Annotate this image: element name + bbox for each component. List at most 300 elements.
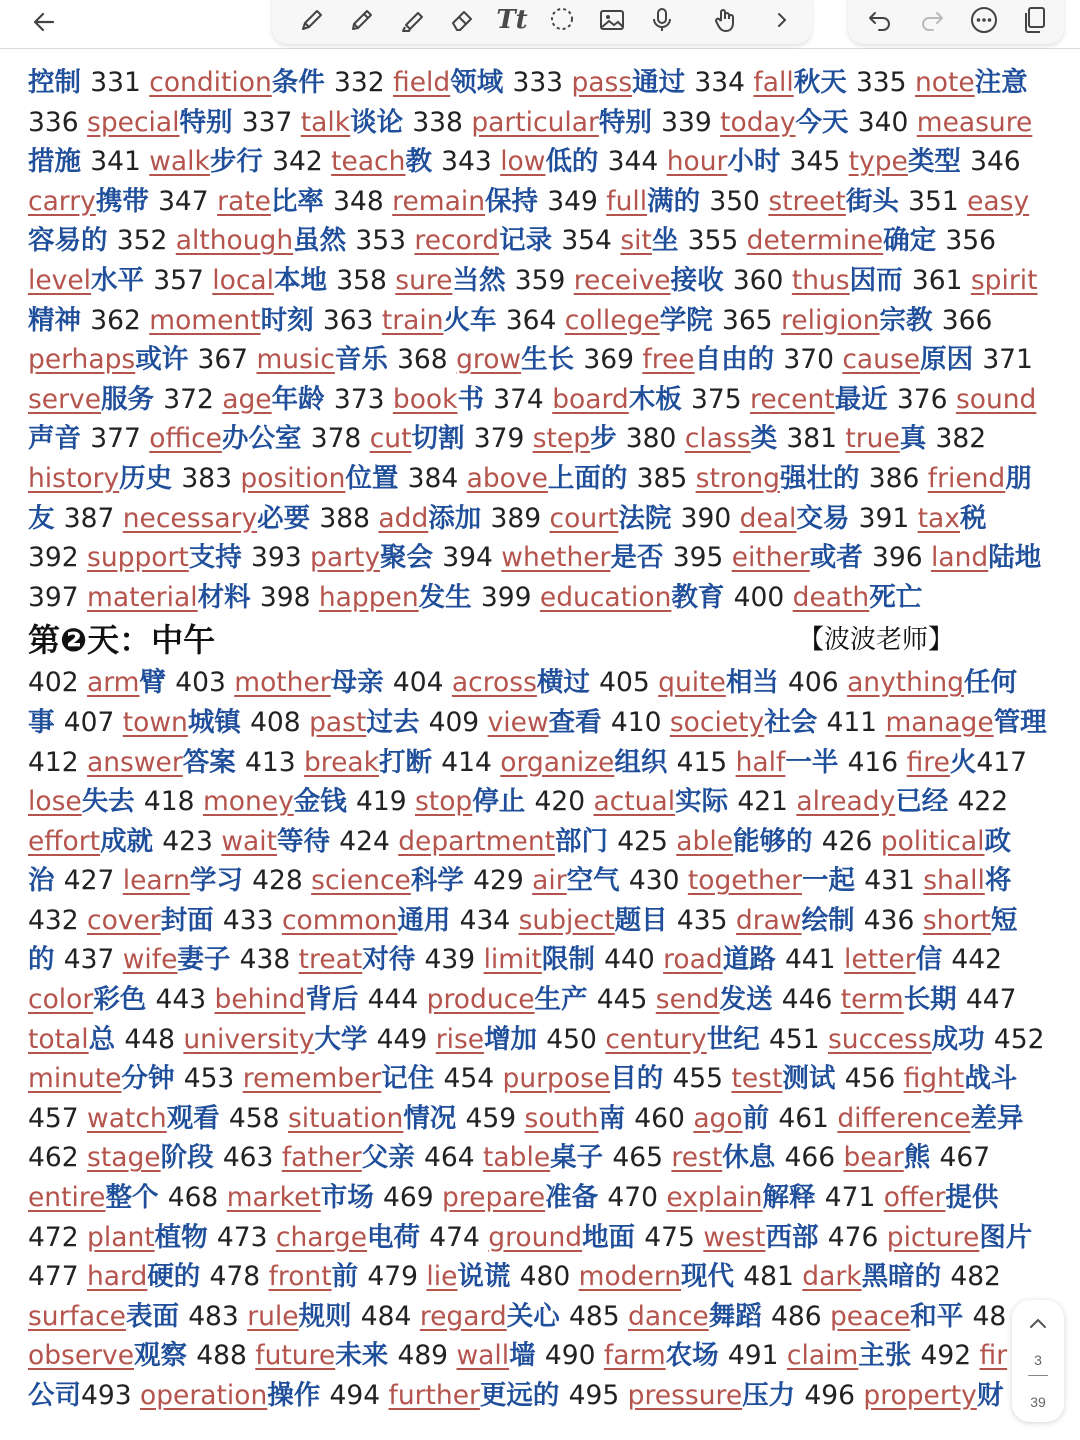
chinese-meaning: 答案	[182, 746, 245, 778]
chinese-meaning: 类	[750, 423, 787, 455]
english-word: air	[532, 865, 567, 897]
word-number: 356	[945, 225, 996, 257]
word-number: 433	[222, 904, 282, 936]
chinese-meaning: 音乐	[334, 344, 398, 376]
vocab-line	[28, 1257, 1054, 1297]
english-word: operation	[140, 1380, 268, 1411]
word-number: 350	[709, 185, 769, 217]
word-number: 496	[804, 1380, 864, 1411]
english-word: draw	[735, 904, 802, 936]
english-word: pressure	[627, 1380, 743, 1411]
english-word: anything	[847, 667, 964, 699]
english-word: hard	[87, 1261, 148, 1293]
word-number: 473	[216, 1221, 276, 1253]
word-number: 382	[935, 423, 987, 455]
word-number: 352	[116, 225, 176, 257]
word-number: 331	[90, 67, 150, 98]
chinese-meaning: 解释	[762, 1182, 825, 1214]
english-word: picture	[886, 1221, 980, 1253]
word-number: 335	[855, 67, 915, 98]
english-word: true	[845, 423, 900, 455]
vocab-line	[28, 103, 1054, 143]
word-number: 423	[162, 825, 222, 857]
chinese-meaning: 熊	[903, 1142, 940, 1174]
redo-icon[interactable]	[912, 0, 952, 40]
vocab-line	[28, 1059, 1054, 1099]
undo-icon[interactable]	[860, 0, 900, 40]
vocab-line	[28, 380, 1054, 420]
chinese-meaning: 办公室	[221, 423, 311, 455]
word-number: 427	[63, 865, 123, 897]
word-number: 451	[768, 1023, 828, 1055]
english-word: farm	[603, 1340, 666, 1372]
english-word: party	[310, 542, 381, 574]
english-word: wife	[122, 944, 178, 976]
english-word: rest	[671, 1142, 723, 1174]
vocab-block-2	[28, 663, 1054, 1415]
english-word: dance	[628, 1300, 709, 1332]
back-arrow-icon[interactable]	[22, 2, 66, 42]
english-word: fir	[979, 1340, 1008, 1372]
word-number: 394	[442, 542, 502, 574]
english-word: fire	[906, 746, 950, 778]
english-word: town	[122, 706, 188, 738]
chinese-meaning: 通过	[632, 67, 695, 98]
word-number: 419	[355, 786, 415, 818]
english-word: plant	[87, 1221, 155, 1253]
vocab-line	[28, 182, 1054, 222]
english-word: short	[922, 904, 991, 936]
chinese-meaning: 通用	[397, 904, 460, 936]
drawing-tools	[272, 0, 812, 44]
english-word: surface	[28, 1300, 126, 1332]
word-number: 476	[827, 1221, 887, 1253]
chinese-meaning: 火车	[443, 304, 506, 336]
word-number: 360	[732, 264, 792, 296]
word-number: 478	[209, 1261, 269, 1293]
english-word: success	[828, 1023, 932, 1055]
chinese-meaning: 教育	[671, 581, 734, 613]
chinese-meaning: 对待	[362, 944, 425, 976]
chinese-meaning: 植物	[154, 1221, 217, 1253]
chinese-meaning: 休息	[722, 1142, 785, 1174]
english-word: age	[222, 383, 272, 415]
vocab-line	[28, 261, 1054, 301]
english-word: color	[28, 984, 94, 1016]
english-word: explain	[666, 1182, 763, 1214]
word-number: 349	[547, 185, 607, 217]
word-number: 390	[680, 502, 740, 534]
chinese-meaning: 成就	[100, 825, 163, 857]
chinese-meaning: 未来	[335, 1340, 398, 1372]
word-number: 435	[676, 904, 736, 936]
chinese-meaning: 操作	[267, 1380, 330, 1411]
chinese-meaning: 妻子	[177, 944, 240, 976]
english-word: local	[212, 264, 275, 296]
word-number: 366	[941, 304, 993, 336]
english-word: arm	[87, 667, 140, 699]
word-number: 359	[514, 264, 574, 296]
word-number: 424	[339, 825, 399, 857]
english-word: society	[669, 706, 765, 738]
chinese-meaning: 法院	[618, 502, 681, 534]
english-word: wait	[221, 825, 277, 857]
chinese-meaning: 测试	[782, 1063, 845, 1095]
vocab-line	[28, 861, 1054, 901]
word-number: 389	[490, 502, 550, 534]
word-number: 351	[908, 185, 968, 217]
lasso-icon[interactable]	[542, 0, 582, 40]
chinese-meaning: 停止	[472, 786, 535, 818]
english-word: position	[240, 462, 346, 494]
chinese-meaning: 声音	[28, 423, 91, 455]
vocab-line	[28, 703, 1054, 743]
chinese-meaning: 增加	[484, 1023, 547, 1055]
more-icon[interactable]	[964, 0, 1004, 40]
english-word: rule	[247, 1300, 299, 1332]
english-word: religion	[780, 304, 880, 336]
word-number: 348	[333, 185, 393, 217]
chinese-meaning: 虽然	[293, 225, 356, 257]
chinese-meaning: 短	[990, 904, 1018, 936]
word-number: 410	[610, 706, 670, 738]
word-number: 399	[480, 581, 540, 613]
chinese-meaning: 整个	[105, 1182, 168, 1214]
chinese-meaning: 分钟	[121, 1063, 184, 1095]
word-number: 492	[920, 1340, 980, 1372]
word-number: 442	[951, 944, 1002, 976]
chinese-meaning: 友	[28, 502, 64, 534]
chinese-meaning: 火	[949, 746, 977, 778]
chinese-meaning: 题目	[614, 904, 677, 936]
hand-touch-icon[interactable]	[706, 0, 746, 40]
chinese-meaning: 说谎	[457, 1261, 520, 1293]
chinese-meaning: 是否	[610, 542, 673, 574]
chinese-meaning: 道路	[722, 944, 785, 976]
english-word: front	[268, 1261, 332, 1293]
chinese-meaning: 切割	[411, 423, 474, 455]
english-word: modern	[578, 1261, 682, 1293]
chinese-meaning: 治	[28, 865, 64, 897]
word-number: 489	[397, 1340, 457, 1372]
chinese-meaning: 政	[984, 825, 1011, 857]
chinese-meaning: 步行	[209, 146, 273, 178]
day-heading	[28, 617, 1054, 663]
total-page-count: 39	[1030, 1394, 1046, 1410]
english-word: charge	[275, 1221, 368, 1253]
english-word: quite	[658, 667, 726, 699]
vocab-line	[28, 538, 1054, 578]
chinese-meaning: 前	[742, 1102, 779, 1134]
chinese-meaning: 等待	[276, 825, 340, 857]
english-word: friend	[927, 462, 1006, 494]
chinese-meaning: 西部	[765, 1221, 828, 1253]
chinese-meaning: 实际	[675, 786, 738, 818]
english-word: fight	[903, 1063, 965, 1095]
word-number: 374	[493, 383, 553, 415]
english-word: common	[281, 904, 398, 936]
english-word: material	[87, 581, 198, 613]
word-number: 391	[858, 502, 918, 534]
english-word: regard	[419, 1300, 507, 1332]
pages-icon[interactable]	[1014, 0, 1054, 40]
english-word: treat	[298, 944, 363, 976]
highlighter-icon[interactable]	[392, 0, 432, 40]
chinese-meaning: 当然	[452, 264, 515, 296]
chinese-meaning: 观察	[134, 1340, 197, 1372]
chinese-meaning: 任何	[963, 667, 1017, 699]
english-word: moment	[149, 304, 261, 336]
word-number: 453	[183, 1063, 243, 1095]
english-word: answer	[87, 746, 183, 778]
word-number: 493	[81, 1380, 141, 1411]
english-word: board	[552, 383, 629, 415]
word-number: 440	[604, 944, 664, 976]
word-number: 343	[441, 146, 501, 178]
english-word: entire	[28, 1182, 106, 1214]
chevron-up-icon[interactable]	[1026, 1314, 1050, 1339]
english-word: serve	[28, 383, 101, 415]
english-word: field	[393, 67, 451, 98]
word-number: 405	[599, 667, 659, 699]
english-word: add	[378, 502, 429, 534]
chinese-meaning: 背后	[305, 984, 368, 1016]
english-word: table	[483, 1142, 551, 1174]
chevron-right-icon[interactable]	[764, 0, 800, 40]
chinese-meaning: 容易的	[28, 225, 117, 257]
english-word: whether	[501, 542, 611, 574]
english-word: spirit	[970, 264, 1038, 296]
chinese-meaning: 一起	[801, 865, 865, 897]
chinese-meaning: 墙	[509, 1340, 545, 1372]
chinese-meaning: 过去	[366, 706, 429, 738]
word-number: 361	[911, 264, 971, 296]
word-number: 437	[63, 944, 123, 976]
english-word: science	[311, 865, 411, 897]
vocab-line	[28, 578, 1054, 618]
chinese-meaning: 目的	[610, 1063, 673, 1095]
chinese-meaning: 压力	[742, 1380, 805, 1411]
word-number: 370	[783, 344, 843, 376]
vocab-line	[28, 340, 1054, 380]
chinese-meaning: 财	[976, 1380, 1004, 1411]
chinese-meaning: 年龄	[271, 383, 334, 415]
chinese-meaning: 阶段	[160, 1142, 223, 1174]
english-word: fall	[753, 67, 794, 98]
english-word: book	[392, 383, 458, 415]
word-number: 452	[993, 1023, 1045, 1055]
chinese-meaning: 聚会	[380, 542, 443, 574]
english-word: music	[256, 344, 335, 376]
word-number: 479	[367, 1261, 427, 1293]
word-number: 462	[28, 1142, 88, 1174]
pen-icon[interactable]	[292, 0, 332, 40]
english-word: further	[388, 1380, 480, 1411]
word-number: 414	[441, 746, 501, 778]
chinese-meaning: 接收	[670, 264, 733, 296]
chinese-meaning: 事	[28, 706, 64, 738]
english-word: special	[87, 106, 180, 138]
english-word: ago	[693, 1102, 743, 1134]
english-word: easy	[967, 185, 1030, 217]
english-word: cut	[369, 423, 412, 455]
english-word: college	[564, 304, 660, 336]
word-number: 463	[222, 1142, 282, 1174]
word-number: 384	[407, 462, 467, 494]
chinese-meaning: 特别	[598, 106, 662, 138]
chinese-meaning: 秋天	[793, 67, 856, 98]
chinese-meaning: 必要	[257, 502, 320, 534]
chinese-meaning: 死亡	[869, 581, 923, 613]
text-tool-icon[interactable]	[490, 0, 534, 40]
english-word: difference	[837, 1102, 971, 1134]
word-number: 436	[863, 904, 923, 936]
word-number: 332	[334, 67, 394, 98]
chinese-meaning: 领域	[450, 67, 513, 98]
word-number: 340	[857, 106, 917, 138]
chinese-meaning: 宗教	[879, 304, 942, 336]
chinese-meaning: 街头	[845, 185, 909, 217]
english-word: peace	[829, 1300, 911, 1332]
english-word: measure	[916, 106, 1033, 138]
microphone-icon[interactable]	[642, 0, 682, 40]
vocab-line	[28, 901, 1054, 941]
chinese-meaning: 市场	[320, 1182, 383, 1214]
chinese-meaning: 信	[915, 944, 952, 976]
image-icon[interactable]	[592, 0, 632, 40]
english-word: already	[796, 786, 896, 818]
chinese-meaning: 现代	[681, 1261, 744, 1293]
word-number: 480	[519, 1261, 579, 1293]
word-number: 393	[251, 542, 311, 574]
chinese-meaning: 规则	[298, 1300, 361, 1332]
chinese-meaning: 和平	[910, 1300, 973, 1332]
chinese-meaning: 添加	[428, 502, 491, 534]
word-number: 471	[824, 1182, 884, 1214]
english-word: term	[840, 984, 904, 1016]
english-word: together	[687, 865, 802, 897]
chinese-meaning: 本地	[274, 264, 337, 296]
word-number: 413	[244, 746, 304, 778]
english-word: limit	[483, 944, 542, 976]
english-word: break	[303, 746, 380, 778]
chinese-meaning: 世纪	[706, 1023, 769, 1055]
english-word: minute	[28, 1063, 122, 1095]
english-word: level	[28, 264, 92, 296]
english-word: view	[487, 706, 549, 738]
english-word: south	[524, 1102, 599, 1134]
english-word: department	[398, 825, 556, 857]
vocab-line	[28, 142, 1054, 182]
chinese-meaning: 真	[899, 423, 936, 455]
word-number: 466	[784, 1142, 844, 1174]
word-number: 388	[319, 502, 379, 534]
word-number: 457	[28, 1102, 88, 1134]
word-number: 377	[90, 423, 150, 455]
chinese-meaning: 绘制	[801, 904, 864, 936]
chinese-meaning: 发送	[719, 984, 782, 1016]
vocab-block-1	[28, 63, 1054, 617]
page-navigator	[1012, 1300, 1064, 1422]
word-number: 353	[355, 225, 415, 257]
word-number: 400	[733, 581, 793, 613]
english-word: full	[606, 185, 648, 217]
english-word: future	[255, 1340, 336, 1372]
english-word: office	[149, 423, 222, 455]
chinese-meaning: 比率	[270, 185, 334, 217]
word-number: 428	[252, 865, 312, 897]
chinese-meaning: 准备	[545, 1182, 608, 1214]
english-word: produce	[426, 984, 535, 1016]
word-number: 342	[272, 146, 332, 178]
vocab-line	[28, 1336, 1054, 1376]
word-number: 404	[392, 667, 452, 699]
word-number: 365	[721, 304, 781, 336]
word-number: 395	[672, 542, 732, 574]
word-number: 449	[376, 1023, 436, 1055]
english-word: effort	[28, 825, 101, 857]
chinese-meaning: 失去	[81, 786, 144, 818]
word-number: 402	[28, 667, 88, 699]
chinese-meaning: 金钱	[293, 786, 356, 818]
word-number: 482	[950, 1261, 1001, 1293]
english-word: shall	[923, 865, 985, 897]
eraser-icon[interactable]	[442, 0, 482, 40]
word-number: 450	[546, 1023, 606, 1055]
english-word: carry	[28, 185, 96, 217]
chinese-meaning: 学院	[659, 304, 722, 336]
chinese-meaning: 战斗	[964, 1063, 1018, 1095]
document-page	[28, 63, 1054, 1416]
english-word: money	[202, 786, 294, 818]
chinese-meaning: 学习	[189, 865, 253, 897]
word-number: 420	[534, 786, 594, 818]
word-number: 378	[310, 423, 370, 455]
word-number: 392	[28, 542, 88, 574]
english-word: land	[931, 542, 989, 574]
chinese-meaning: 自由的	[694, 344, 784, 376]
chinese-meaning: 措施	[28, 146, 91, 178]
word-number: 379	[473, 423, 533, 455]
chinese-meaning: 父亲	[361, 1142, 425, 1174]
page-divider	[1028, 1375, 1048, 1376]
english-word: across	[451, 667, 537, 699]
english-word: learn	[122, 865, 190, 897]
chinese-meaning: 已经	[895, 786, 958, 818]
english-word: west	[703, 1221, 766, 1253]
english-word: support	[87, 542, 189, 574]
word-number: 406	[788, 667, 848, 699]
chinese-meaning: 横过	[536, 667, 600, 699]
chinese-meaning: 或许	[135, 344, 198, 376]
vocab-line	[28, 1099, 1054, 1139]
pencil-icon[interactable]	[342, 0, 382, 40]
english-word: organize	[500, 746, 615, 778]
word-number: 456	[844, 1063, 904, 1095]
teacher-credit: 【波波老师】	[798, 625, 955, 656]
english-word: remember	[242, 1063, 382, 1095]
word-number: 397	[28, 581, 88, 613]
word-number: 364	[505, 304, 565, 336]
chinese-meaning: 记录	[499, 225, 562, 257]
chinese-meaning: 公司	[28, 1380, 81, 1411]
english-word: receive	[573, 264, 671, 296]
word-number: 426	[821, 825, 881, 857]
word-number: 363	[322, 304, 382, 336]
word-number: 358	[336, 264, 396, 296]
chinese-meaning: 长期	[903, 984, 966, 1016]
chinese-meaning: 原因	[920, 344, 983, 376]
